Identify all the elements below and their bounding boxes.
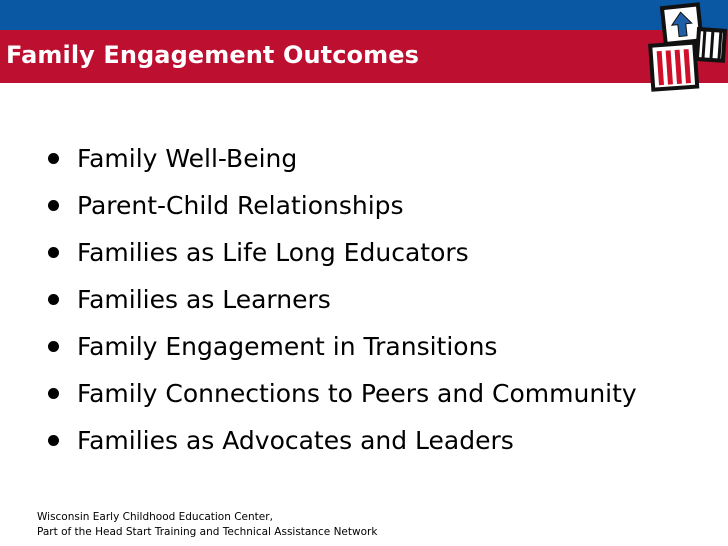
- list-item: [44, 229, 637, 276]
- stripes-block: [650, 43, 697, 90]
- right-block: [697, 29, 725, 61]
- bullet-icon: [48, 294, 59, 305]
- slide-header: [0, 0, 728, 83]
- list-item: [44, 182, 637, 229]
- list-item-label: Families as Life Long Educators: [77, 238, 469, 267]
- head-start-blocks-logo-icon: [646, 0, 728, 102]
- bullet-icon: [48, 388, 59, 399]
- list-item-label: Family Engagement in Transitions: [77, 332, 498, 361]
- bullet-icon: [48, 200, 59, 211]
- list-item-label: Families as Learners: [77, 285, 331, 314]
- outcomes-list: [44, 135, 637, 464]
- bullet-icon: [48, 341, 59, 352]
- footer-line-organization: Wisconsin Early Childhood Education Center,: [37, 511, 273, 523]
- list-item: [44, 323, 637, 370]
- list-item-label: Parent-Child Relationships: [77, 191, 404, 220]
- list-item: [44, 370, 637, 417]
- list-item: [44, 276, 637, 323]
- bullet-icon: [48, 435, 59, 446]
- arrow-block: [662, 4, 702, 44]
- slide-title: Family Engagement Outcomes: [6, 41, 420, 69]
- list-item-label: Family Well-Being: [77, 144, 298, 173]
- list-item: [44, 417, 637, 464]
- bullet-icon: [48, 153, 59, 164]
- bullet-icon: [48, 247, 59, 258]
- slide-footer: [37, 510, 377, 540]
- list-item-label: Families as Advocates and Leaders: [77, 426, 514, 455]
- footer-line-network: Part of the Head Start Training and Technical Assistance Network: [37, 526, 378, 538]
- header-blue-band: [0, 0, 728, 30]
- list-item-label: Family Connections to Peers and Community: [77, 379, 637, 408]
- list-item: [44, 135, 637, 182]
